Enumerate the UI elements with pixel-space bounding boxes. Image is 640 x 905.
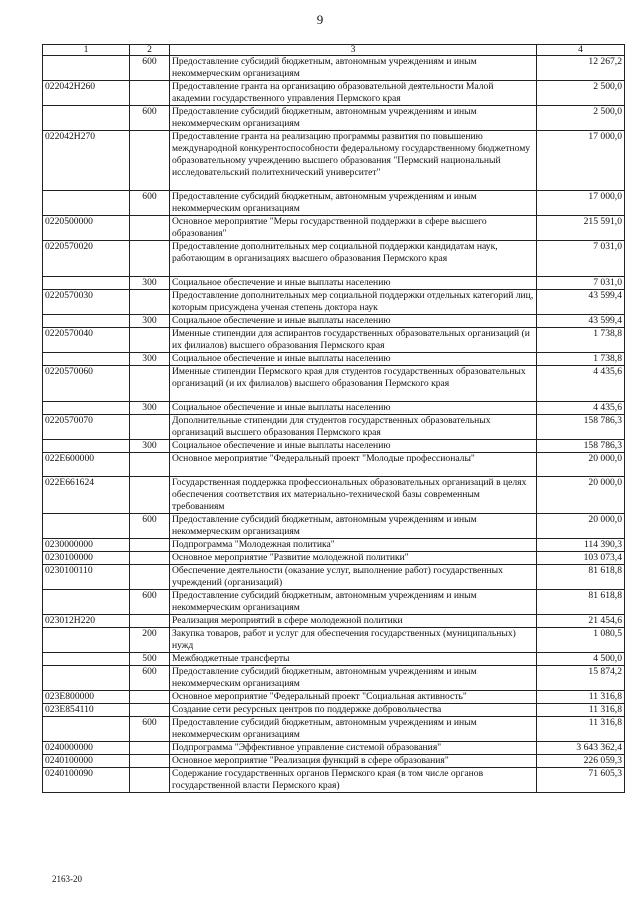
row-kind-cell <box>130 691 170 704</box>
row-kind-cell <box>130 565 170 590</box>
row-name-cell: Содержание государственных органов Пермского края (в том числе органов государственной власти Пермского края) <box>170 768 537 793</box>
row-kind-cell <box>130 477 170 514</box>
row-kind-cell <box>130 704 170 717</box>
row-code-cell: 0220500000 <box>43 216 130 241</box>
row-code-cell <box>43 666 130 691</box>
row-code-cell <box>43 402 130 415</box>
row-name-cell: Подпрограмма "Молодежная политика" <box>170 539 537 552</box>
row-amount-cell: 114 390,3 <box>537 539 625 552</box>
page-number: 9 <box>316 12 324 27</box>
row-name-cell: Создание сети ресурсных центров по поддержке добровольчества <box>170 704 537 717</box>
table-row <box>43 666 625 691</box>
row-amount-cell: 1 738,8 <box>537 353 625 366</box>
row-kind-cell <box>130 539 170 552</box>
row-amount-cell: 81 618,8 <box>537 590 625 615</box>
row-kind-cell: 200 <box>130 628 170 653</box>
row-name-cell: Социальное обеспечение и иные выплаты населению <box>170 353 537 366</box>
row-amount-cell: 15 874,2 <box>537 666 625 691</box>
row-code-cell: 023Е800000 <box>43 691 130 704</box>
row-code-cell: 022042Н270 <box>43 131 130 191</box>
row-amount-cell: 2 500,0 <box>537 106 625 131</box>
footer-code: 2163-20 <box>52 874 82 884</box>
row-name-cell: Основное мероприятие "Развитие молодежной политики" <box>170 552 537 565</box>
row-code-cell: 022Е600000 <box>43 453 130 477</box>
row-name-cell: Основное мероприятие "Федеральный проект "Социальная активность" <box>170 691 537 704</box>
row-name-cell: Именные стипендии для аспирантов государственных образовательных организаций (и их филиалов) высшего образования Пермского края <box>170 328 537 353</box>
row-name-cell: Предоставление дополнительных мер социальной поддержки отдельных категорий лиц, которым присуждена ученая степень доктора наук <box>170 290 537 315</box>
row-code-cell: 0220570030 <box>43 290 130 315</box>
row-kind-cell: 300 <box>130 277 170 290</box>
row-code-cell: 023Е854110 <box>43 704 130 717</box>
row-kind-cell: 600 <box>130 514 170 539</box>
row-amount-cell: 158 786,3 <box>537 415 625 440</box>
table-row <box>43 742 625 755</box>
table-row <box>43 539 625 552</box>
row-name-cell: Предоставление дополнительных мер социальной поддержки кандидатам наук, работающим в организациях высшего образования Пермского края <box>170 241 537 277</box>
row-amount-cell: 1 080,5 <box>537 628 625 653</box>
table-row <box>43 590 625 615</box>
row-code-cell <box>43 277 130 290</box>
header-col-2: 2 <box>130 45 170 56</box>
row-amount-cell: 7 031,0 <box>537 241 625 277</box>
row-amount-cell: 71 605,3 <box>537 768 625 793</box>
row-code-cell <box>43 717 130 742</box>
row-kind-cell <box>130 415 170 440</box>
row-kind-cell <box>130 453 170 477</box>
header-col-3: 3 <box>170 45 537 56</box>
table-row <box>43 353 625 366</box>
row-code-cell <box>43 440 130 453</box>
table-row <box>43 216 625 241</box>
table-row <box>43 328 625 353</box>
table-row <box>43 277 625 290</box>
row-name-cell: Предоставление субсидий бюджетным, автономным учреждениям и иным некоммерческим организациям <box>170 56 537 81</box>
table-row <box>43 131 625 191</box>
row-amount-cell: 12 267,2 <box>537 56 625 81</box>
row-code-cell: 0230100110 <box>43 565 130 590</box>
table-header-row <box>43 45 625 56</box>
table-row <box>43 415 625 440</box>
row-kind-cell <box>130 755 170 768</box>
row-amount-cell: 2 500,0 <box>537 81 625 106</box>
row-kind-cell: 600 <box>130 666 170 691</box>
row-code-cell: 0220570070 <box>43 415 130 440</box>
table-row <box>43 717 625 742</box>
row-kind-cell <box>130 742 170 755</box>
row-amount-cell: 21 454,6 <box>537 615 625 628</box>
row-name-cell: Основное мероприятие "Меры государственной поддержки в сфере высшего образования" <box>170 216 537 241</box>
row-code-cell <box>43 514 130 539</box>
row-kind-cell: 300 <box>130 440 170 453</box>
row-code-cell <box>43 653 130 666</box>
row-name-cell: Социальное обеспечение и иные выплаты населению <box>170 440 537 453</box>
row-amount-cell: 11 316,8 <box>537 691 625 704</box>
row-kind-cell <box>130 81 170 106</box>
row-code-cell: 0240100090 <box>43 768 130 793</box>
row-name-cell: Именные стипендии Пермского края для студентов государственных образовательных организаций (и их филиалов) высшего образования Пермского края <box>170 366 537 402</box>
row-code-cell <box>43 628 130 653</box>
row-name-cell: Предоставление субсидий бюджетным, автономным учреждениям и иным некоммерческим организациям <box>170 191 537 216</box>
row-code-cell: 0240000000 <box>43 742 130 755</box>
row-code-cell: 0230000000 <box>43 539 130 552</box>
row-amount-cell: 43 599,4 <box>537 290 625 315</box>
row-amount-cell: 1 738,8 <box>537 328 625 353</box>
row-code-cell <box>43 353 130 366</box>
row-code-cell: 022042Н260 <box>43 81 130 106</box>
row-amount-cell: 20 000,0 <box>537 453 625 477</box>
row-name-cell: Предоставление гранта на организацию образовательной деятельности Малой академии государственного управления Пермского края <box>170 81 537 106</box>
row-name-cell: Предоставление субсидий бюджетным, автономным учреждениям и иным некоммерческим организациям <box>170 666 537 691</box>
row-code-cell <box>43 590 130 615</box>
header-col-4: 4 <box>537 45 625 56</box>
row-name-cell: Предоставление субсидий бюджетным, автономным учреждениям и иным некоммерческим организациям <box>170 514 537 539</box>
row-code-cell: 023012Н220 <box>43 615 130 628</box>
row-kind-cell <box>130 552 170 565</box>
table-row <box>43 315 625 328</box>
row-name-cell: Закупка товаров, работ и услуг для обеспечения государственных (муниципальных) нужд <box>170 628 537 653</box>
row-name-cell: Основное мероприятие "Федеральный проект "Молодые профессионалы" <box>170 453 537 477</box>
row-kind-cell <box>130 615 170 628</box>
row-code-cell <box>43 315 130 328</box>
table-row <box>43 628 625 653</box>
row-name-cell: Дополнительные стипендии для студентов государственных образовательных организаций высшего образования Пермского края <box>170 415 537 440</box>
table-row <box>43 691 625 704</box>
row-kind-cell: 500 <box>130 653 170 666</box>
row-amount-cell: 81 618,8 <box>537 565 625 590</box>
row-amount-cell: 20 000,0 <box>537 514 625 539</box>
table-row <box>43 191 625 216</box>
row-amount-cell: 43 599,4 <box>537 315 625 328</box>
row-name-cell: Основное мероприятие "Реализация функций в сфере образования" <box>170 755 537 768</box>
row-kind-cell: 600 <box>130 56 170 81</box>
table-row <box>43 755 625 768</box>
row-amount-cell: 17 000,0 <box>537 191 625 216</box>
row-code-cell <box>43 191 130 216</box>
row-amount-cell: 4 500,0 <box>537 653 625 666</box>
row-kind-cell <box>130 131 170 191</box>
table-row <box>43 290 625 315</box>
table-row <box>43 768 625 793</box>
table-row <box>43 565 625 590</box>
row-code-cell <box>43 56 130 81</box>
table-row <box>43 453 625 477</box>
row-amount-cell: 158 786,3 <box>537 440 625 453</box>
row-kind-cell <box>130 290 170 315</box>
row-kind-cell <box>130 241 170 277</box>
row-kind-cell <box>130 768 170 793</box>
header-col-1: 1 <box>43 45 130 56</box>
row-name-cell: Предоставление субсидий бюджетным, автономным учреждениям и иным некоммерческим организациям <box>170 717 537 742</box>
row-kind-cell: 600 <box>130 590 170 615</box>
row-name-cell: Предоставление субсидий бюджетным, автономным учреждениям и иным некоммерческим организациям <box>170 106 537 131</box>
row-amount-cell: 226 059,3 <box>537 755 625 768</box>
row-kind-cell: 300 <box>130 402 170 415</box>
row-kind-cell <box>130 366 170 402</box>
table-row <box>43 552 625 565</box>
row-code-cell: 0220570060 <box>43 366 130 402</box>
row-kind-cell: 600 <box>130 106 170 131</box>
row-amount-cell: 11 316,8 <box>537 717 625 742</box>
row-code-cell: 0240100000 <box>43 755 130 768</box>
table-row <box>43 402 625 415</box>
row-amount-cell: 3 643 362,4 <box>537 742 625 755</box>
table-row <box>43 56 625 81</box>
row-amount-cell: 4 435,6 <box>537 402 625 415</box>
row-kind-cell <box>130 216 170 241</box>
table-row <box>43 366 625 402</box>
table-row <box>43 653 625 666</box>
table-row <box>43 440 625 453</box>
table-body <box>43 56 625 793</box>
row-code-cell: 0220570020 <box>43 241 130 277</box>
row-amount-cell: 215 591,0 <box>537 216 625 241</box>
budget-table <box>42 44 625 793</box>
table-row <box>43 477 625 514</box>
row-name-cell: Реализация мероприятий в сфере молодежной политики <box>170 615 537 628</box>
table-row <box>43 615 625 628</box>
table-row <box>43 514 625 539</box>
row-amount-cell: 20 000,0 <box>537 477 625 514</box>
row-name-cell: Социальное обеспечение и иные выплаты населению <box>170 315 537 328</box>
row-code-cell <box>43 106 130 131</box>
row-name-cell: Межбюджетные трансферты <box>170 653 537 666</box>
row-code-cell: 022Е661624 <box>43 477 130 514</box>
row-kind-cell <box>130 328 170 353</box>
table-row <box>43 106 625 131</box>
row-amount-cell: 7 031,0 <box>537 277 625 290</box>
row-amount-cell: 4 435,6 <box>537 366 625 402</box>
row-name-cell: Предоставление субсидий бюджетным, автономным учреждениям и иным некоммерческим организациям <box>170 590 537 615</box>
row-code-cell: 0220570040 <box>43 328 130 353</box>
row-amount-cell: 17 000,0 <box>537 131 625 191</box>
row-amount-cell: 11 316,8 <box>537 704 625 717</box>
row-name-cell: Предоставление гранта на реализацию программы развития по повышению международной конкурентоспособности федеральному государственному бюджетному образовательному учреждению высшего образования "Пермский национальный исследовательский политехнический университет" <box>170 131 537 191</box>
row-name-cell: Государственная поддержка профессиональных образовательных организаций в целях обеспечения соответствия их материально-технической базы современным требованиям <box>170 477 537 514</box>
table-row <box>43 704 625 717</box>
row-kind-cell: 300 <box>130 353 170 366</box>
row-amount-cell: 103 073,4 <box>537 552 625 565</box>
row-name-cell: Подпрограмма "Эффективное управление системой образования" <box>170 742 537 755</box>
row-name-cell: Обеспечение деятельности (оказание услуг, выполнение работ) государственных учреждений (организаций) <box>170 565 537 590</box>
row-kind-cell: 600 <box>130 191 170 216</box>
row-code-cell: 0230100000 <box>43 552 130 565</box>
table-row <box>43 241 625 277</box>
row-name-cell: Социальное обеспечение и иные выплаты населению <box>170 402 537 415</box>
table-row <box>43 81 625 106</box>
row-name-cell: Социальное обеспечение и иные выплаты населению <box>170 277 537 290</box>
row-kind-cell: 600 <box>130 717 170 742</box>
row-kind-cell: 300 <box>130 315 170 328</box>
